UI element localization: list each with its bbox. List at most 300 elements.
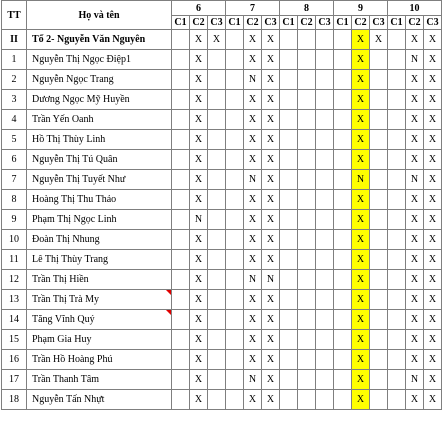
mark-cell[interactable]: X [262,70,280,90]
mark-cell[interactable]: X [190,70,208,90]
mark-cell[interactable] [388,170,406,190]
mark-cell[interactable]: X [352,110,370,130]
mark-cell[interactable] [226,30,244,50]
mark-cell[interactable]: X [262,370,280,390]
tt-cell[interactable]: 9 [2,210,27,230]
mark-cell[interactable] [316,230,334,250]
name-cell[interactable]: Phạm Thị Ngọc Linh [27,210,172,230]
mark-cell[interactable] [334,310,352,330]
mark-cell[interactable]: X [244,290,262,310]
mark-cell[interactable]: X [424,310,442,330]
mark-cell[interactable] [172,110,190,130]
mark-cell[interactable] [298,210,316,230]
header-group[interactable]: 8 [280,1,334,16]
mark-cell[interactable]: X [262,230,280,250]
mark-cell[interactable] [298,390,316,410]
header-subcolumn[interactable]: C3 [262,16,280,30]
mark-cell[interactable] [226,310,244,330]
header-group[interactable]: 10 [388,1,442,16]
mark-cell[interactable] [388,210,406,230]
name-cell[interactable]: Hoàng Thị Thu Thảo [27,190,172,210]
mark-cell[interactable]: X [244,110,262,130]
mark-cell[interactable]: X [424,370,442,390]
mark-cell[interactable]: X [190,370,208,390]
tt-cell[interactable]: 6 [2,150,27,170]
mark-cell[interactable] [370,270,388,290]
mark-cell[interactable] [316,290,334,310]
header-subcolumn[interactable]: C3 [424,16,442,30]
mark-cell[interactable] [280,390,298,410]
mark-cell[interactable] [388,130,406,150]
mark-cell[interactable] [280,150,298,170]
mark-cell[interactable]: X [262,350,280,370]
header-subcolumn[interactable]: C2 [244,16,262,30]
mark-cell[interactable]: X [352,190,370,210]
mark-cell[interactable] [334,50,352,70]
mark-cell[interactable]: X [406,110,424,130]
mark-cell[interactable]: X [262,150,280,170]
mark-cell[interactable]: X [424,250,442,270]
mark-cell[interactable] [388,90,406,110]
mark-cell[interactable] [388,350,406,370]
mark-cell[interactable]: X [406,390,424,410]
mark-cell[interactable]: X [190,350,208,370]
mark-cell[interactable] [226,130,244,150]
tt-cell[interactable]: 3 [2,90,27,110]
tt-cell[interactable]: 2 [2,70,27,90]
mark-cell[interactable]: X [352,50,370,70]
mark-cell[interactable]: X [424,170,442,190]
mark-cell[interactable]: X [244,230,262,250]
mark-cell[interactable]: X [424,390,442,410]
mark-cell[interactable]: X [424,210,442,230]
name-cell[interactable]: Nguyễn Thị Ngọc Điệp1 [27,50,172,70]
mark-cell[interactable] [388,290,406,310]
mark-cell[interactable] [280,170,298,190]
mark-cell[interactable]: X [352,70,370,90]
mark-cell[interactable]: X [262,170,280,190]
mark-cell[interactable]: X [352,370,370,390]
name-cell[interactable]: Trần Yến Oanh [27,110,172,130]
name-cell[interactable]: Trần Thị Hiền [27,270,172,290]
mark-cell[interactable] [172,210,190,230]
tt-cell[interactable]: II [2,30,27,50]
mark-cell[interactable] [388,150,406,170]
mark-cell[interactable] [298,190,316,210]
mark-cell[interactable]: X [190,90,208,110]
mark-cell[interactable]: X [262,330,280,350]
mark-cell[interactable]: X [244,390,262,410]
header-group[interactable]: 9 [334,1,388,16]
mark-cell[interactable] [334,150,352,170]
tt-cell[interactable]: 15 [2,330,27,350]
mark-cell[interactable] [172,90,190,110]
mark-cell[interactable] [370,350,388,370]
tt-cell[interactable]: 13 [2,290,27,310]
mark-cell[interactable]: X [352,30,370,50]
mark-cell[interactable] [370,190,388,210]
name-cell[interactable]: Đoàn Thị Nhung [27,230,172,250]
name-cell[interactable]: Tăng Vĩnh Quý [27,310,172,330]
name-cell[interactable]: Dương Ngọc Mỹ Huyền [27,90,172,110]
mark-cell[interactable] [280,210,298,230]
mark-cell[interactable] [316,90,334,110]
mark-cell[interactable]: X [262,30,280,50]
mark-cell[interactable] [334,30,352,50]
mark-cell[interactable] [280,350,298,370]
mark-cell[interactable]: X [424,350,442,370]
mark-cell[interactable] [388,70,406,90]
header-subcolumn[interactable]: C1 [172,16,190,30]
mark-cell[interactable] [226,90,244,110]
mark-cell[interactable] [280,70,298,90]
mark-cell[interactable]: X [262,130,280,150]
name-cell[interactable]: Nguyễn Ngọc Trang [27,70,172,90]
mark-cell[interactable] [334,90,352,110]
mark-cell[interactable] [298,70,316,90]
mark-cell[interactable]: X [244,150,262,170]
mark-cell[interactable] [334,270,352,290]
mark-cell[interactable]: X [424,110,442,130]
mark-cell[interactable] [334,390,352,410]
mark-cell[interactable] [298,30,316,50]
mark-cell[interactable] [226,230,244,250]
mark-cell[interactable] [316,210,334,230]
mark-cell[interactable] [208,150,226,170]
mark-cell[interactable] [226,50,244,70]
name-cell[interactable]: Phạm Gia Huy [27,330,172,350]
header-subcolumn[interactable]: C1 [226,16,244,30]
mark-cell[interactable]: X [352,210,370,230]
header-subcolumn[interactable]: C1 [334,16,352,30]
name-cell[interactable]: Hồ Thị Thùy Linh [27,130,172,150]
mark-cell[interactable] [280,250,298,270]
mark-cell[interactable] [370,170,388,190]
mark-cell[interactable] [388,330,406,350]
mark-cell[interactable] [316,270,334,290]
mark-cell[interactable]: X [244,50,262,70]
header-subcolumn[interactable]: C2 [190,16,208,30]
mark-cell[interactable] [172,190,190,210]
mark-cell[interactable]: X [406,150,424,170]
mark-cell[interactable] [370,130,388,150]
mark-cell[interactable]: N [244,370,262,390]
mark-cell[interactable] [298,310,316,330]
mark-cell[interactable] [280,110,298,130]
mark-cell[interactable]: X [352,390,370,410]
mark-cell[interactable] [334,170,352,190]
mark-cell[interactable]: N [406,370,424,390]
mark-cell[interactable] [226,390,244,410]
mark-cell[interactable]: X [244,350,262,370]
mark-cell[interactable] [388,390,406,410]
mark-cell[interactable] [334,190,352,210]
tt-cell[interactable]: 4 [2,110,27,130]
mark-cell[interactable] [172,390,190,410]
mark-cell[interactable] [208,170,226,190]
tt-cell[interactable]: 1 [2,50,27,70]
mark-cell[interactable] [316,70,334,90]
mark-cell[interactable]: X [262,110,280,130]
mark-cell[interactable] [280,270,298,290]
mark-cell[interactable]: X [352,270,370,290]
mark-cell[interactable]: N [406,50,424,70]
mark-cell[interactable] [280,130,298,150]
name-cell[interactable]: Nguyễn Tấn Nhựt [27,390,172,410]
mark-cell[interactable]: X [424,270,442,290]
mark-cell[interactable] [226,350,244,370]
mark-cell[interactable]: X [190,30,208,50]
mark-cell[interactable] [208,50,226,70]
mark-cell[interactable] [208,190,226,210]
mark-cell[interactable] [316,350,334,370]
name-cell[interactable]: Trần Thanh Tâm [27,370,172,390]
mark-cell[interactable]: X [406,190,424,210]
mark-cell[interactable] [316,30,334,50]
mark-cell[interactable] [172,310,190,330]
mark-cell[interactable]: X [190,250,208,270]
mark-cell[interactable] [208,130,226,150]
mark-cell[interactable]: X [406,290,424,310]
mark-cell[interactable]: X [352,330,370,350]
mark-cell[interactable]: X [424,330,442,350]
mark-cell[interactable] [280,50,298,70]
mark-cell[interactable] [226,270,244,290]
mark-cell[interactable] [172,250,190,270]
header-subcolumn[interactable]: C2 [298,16,316,30]
mark-cell[interactable] [298,230,316,250]
mark-cell[interactable] [298,290,316,310]
mark-cell[interactable] [172,150,190,170]
mark-cell[interactable] [370,50,388,70]
mark-cell[interactable]: X [424,90,442,110]
mark-cell[interactable]: X [262,210,280,230]
mark-cell[interactable] [316,390,334,410]
mark-cell[interactable] [334,250,352,270]
mark-cell[interactable]: X [262,250,280,270]
mark-cell[interactable] [172,270,190,290]
mark-cell[interactable]: X [190,50,208,70]
header-subcolumn[interactable]: C1 [280,16,298,30]
mark-cell[interactable]: X [424,70,442,90]
mark-cell[interactable] [280,30,298,50]
mark-cell[interactable]: X [262,310,280,330]
name-cell[interactable]: Lê Thị Thùy Trang [27,250,172,270]
mark-cell[interactable] [334,70,352,90]
mark-cell[interactable] [298,270,316,290]
mark-cell[interactable] [370,330,388,350]
name-cell[interactable]: Tổ 2- Nguyễn Văn Nguyên [27,30,172,50]
mark-cell[interactable] [334,330,352,350]
mark-cell[interactable]: X [406,90,424,110]
mark-cell[interactable]: X [262,50,280,70]
mark-cell[interactable] [298,250,316,270]
mark-cell[interactable] [172,50,190,70]
mark-cell[interactable] [226,330,244,350]
mark-cell[interactable]: X [424,130,442,150]
mark-cell[interactable] [316,170,334,190]
mark-cell[interactable] [226,110,244,130]
mark-cell[interactable]: X [406,270,424,290]
mark-cell[interactable] [370,250,388,270]
header-subcolumn[interactable]: C3 [370,16,388,30]
mark-cell[interactable] [370,210,388,230]
mark-cell[interactable] [298,110,316,130]
tt-cell[interactable]: 18 [2,390,27,410]
mark-cell[interactable] [226,190,244,210]
mark-cell[interactable]: X [424,230,442,250]
mark-cell[interactable] [208,370,226,390]
mark-cell[interactable]: X [244,190,262,210]
tt-cell[interactable]: 8 [2,190,27,210]
mark-cell[interactable] [208,330,226,350]
mark-cell[interactable] [316,150,334,170]
mark-cell[interactable]: N [262,270,280,290]
mark-cell[interactable]: X [406,70,424,90]
mark-cell[interactable]: X [424,30,442,50]
mark-cell[interactable] [316,110,334,130]
mark-cell[interactable]: X [190,290,208,310]
mark-cell[interactable] [280,90,298,110]
mark-cell[interactable] [370,150,388,170]
mark-cell[interactable]: X [262,290,280,310]
mark-cell[interactable] [280,310,298,330]
mark-cell[interactable]: X [190,310,208,330]
mark-cell[interactable]: X [262,190,280,210]
mark-cell[interactable] [208,250,226,270]
tt-cell[interactable]: 16 [2,350,27,370]
mark-cell[interactable]: X [262,390,280,410]
mark-cell[interactable]: X [244,90,262,110]
tt-cell[interactable]: 10 [2,230,27,250]
mark-cell[interactable] [370,370,388,390]
mark-cell[interactable] [226,170,244,190]
mark-cell[interactable]: X [244,330,262,350]
mark-cell[interactable] [172,70,190,90]
mark-cell[interactable]: X [424,150,442,170]
mark-cell[interactable] [208,290,226,310]
mark-cell[interactable] [298,150,316,170]
header-group[interactable]: 6 [172,1,226,16]
mark-cell[interactable]: X [406,210,424,230]
mark-cell[interactable] [226,150,244,170]
mark-cell[interactable]: X [424,190,442,210]
mark-cell[interactable]: X [352,150,370,170]
mark-cell[interactable]: X [262,90,280,110]
header-subcolumn[interactable]: C3 [316,16,334,30]
mark-cell[interactable] [208,310,226,330]
tt-cell[interactable]: 12 [2,270,27,290]
mark-cell[interactable] [226,210,244,230]
mark-cell[interactable] [208,90,226,110]
mark-cell[interactable] [208,270,226,290]
mark-cell[interactable]: X [190,330,208,350]
mark-cell[interactable] [316,190,334,210]
mark-cell[interactable] [172,290,190,310]
mark-cell[interactable] [208,210,226,230]
mark-cell[interactable]: X [190,190,208,210]
mark-cell[interactable] [172,30,190,50]
mark-cell[interactable] [226,250,244,270]
mark-cell[interactable] [172,370,190,390]
mark-cell[interactable]: X [352,290,370,310]
header-subcolumn[interactable]: C3 [208,16,226,30]
mark-cell[interactable]: X [244,130,262,150]
tt-cell[interactable]: 5 [2,130,27,150]
mark-cell[interactable] [334,230,352,250]
mark-cell[interactable] [388,190,406,210]
mark-cell[interactable] [316,130,334,150]
mark-cell[interactable] [388,270,406,290]
mark-cell[interactable]: X [190,270,208,290]
mark-cell[interactable] [298,130,316,150]
name-cell[interactable]: Trần Hồ Hoàng Phú [27,350,172,370]
mark-cell[interactable] [334,110,352,130]
mark-cell[interactable]: X [190,150,208,170]
mark-cell[interactable] [316,250,334,270]
mark-cell[interactable]: X [244,30,262,50]
mark-cell[interactable] [172,350,190,370]
header-subcolumn[interactable]: C2 [352,16,370,30]
mark-cell[interactable] [316,330,334,350]
mark-cell[interactable] [226,70,244,90]
mark-cell[interactable]: X [406,250,424,270]
mark-cell[interactable] [388,370,406,390]
name-cell[interactable]: Trần Thị Trà My [27,290,172,310]
mark-cell[interactable] [370,90,388,110]
mark-cell[interactable] [208,350,226,370]
mark-cell[interactable] [298,370,316,390]
tt-cell[interactable]: 11 [2,250,27,270]
mark-cell[interactable] [208,110,226,130]
mark-cell[interactable] [388,30,406,50]
mark-cell[interactable] [280,230,298,250]
mark-cell[interactable]: X [406,350,424,370]
header-group[interactable]: 7 [226,1,280,16]
mark-cell[interactable] [370,290,388,310]
mark-cell[interactable] [172,130,190,150]
mark-cell[interactable] [298,50,316,70]
mark-cell[interactable] [334,350,352,370]
mark-cell[interactable] [388,250,406,270]
mark-cell[interactable] [298,350,316,370]
mark-cell[interactable]: X [190,230,208,250]
mark-cell[interactable]: X [244,210,262,230]
mark-cell[interactable] [298,90,316,110]
mark-cell[interactable] [316,310,334,330]
mark-cell[interactable]: X [352,90,370,110]
mark-cell[interactable]: X [406,230,424,250]
mark-cell[interactable] [172,230,190,250]
mark-cell[interactable]: N [406,170,424,190]
mark-cell[interactable] [298,330,316,350]
mark-cell[interactable] [172,330,190,350]
mark-cell[interactable]: N [352,170,370,190]
mark-cell[interactable] [334,210,352,230]
mark-cell[interactable] [370,110,388,130]
mark-cell[interactable] [280,330,298,350]
mark-cell[interactable] [208,70,226,90]
mark-cell[interactable] [334,130,352,150]
mark-cell[interactable] [388,310,406,330]
header-tt[interactable]: TT [2,1,27,30]
mark-cell[interactable]: X [190,110,208,130]
mark-cell[interactable]: X [406,310,424,330]
mark-cell[interactable] [334,290,352,310]
mark-cell[interactable] [388,50,406,70]
mark-cell[interactable] [388,110,406,130]
mark-cell[interactable]: X [352,250,370,270]
